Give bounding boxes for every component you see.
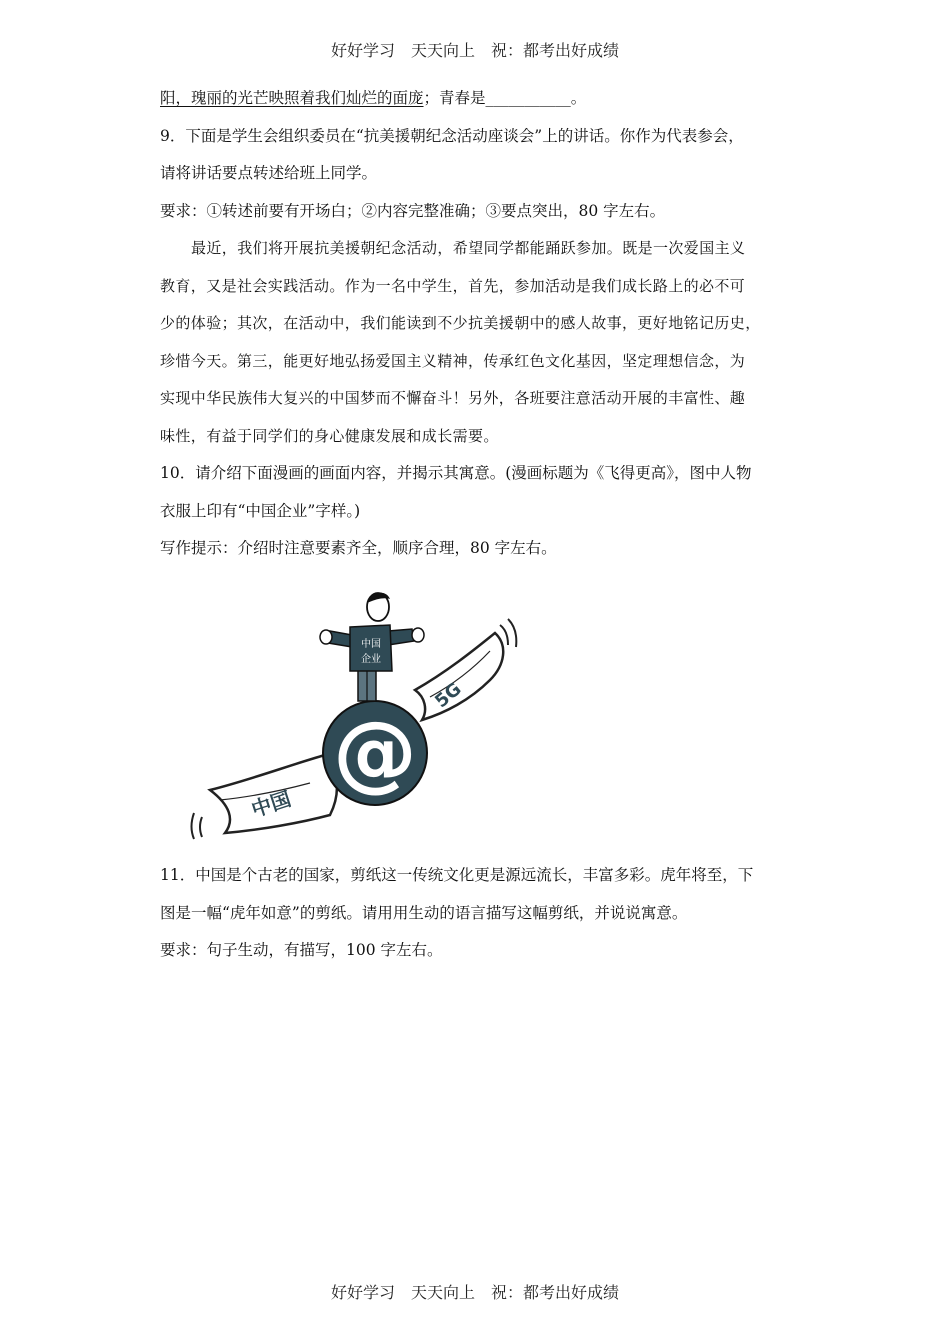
shirt-label-line-1: 中国 [361,639,381,650]
at-symbol: @ [333,703,417,801]
left-wing-label: 中国 [248,786,294,822]
speech-line-2: 教育，又是社会实践活动。作为一名中学生，首先，参加活动是我们成长路上的必不可 [160,276,746,295]
q10-line-2: 衣服上印有“中国企业”字样。) [160,501,361,520]
blank-text: ；青春是___________。 [423,89,587,107]
speech-line-5: 实现中华民族伟大复兴的中国梦而不懈奋斗！另外，各班要注意活动开展的丰富性、趣 [160,389,746,407]
q10-line-1: 10．请介绍下面漫画的画面内容，并揭示其寓意。(漫画标题为《飞得更高》，图中人物 [160,464,752,482]
content [160,80,792,568]
q9-line-2: 请将讲话要点转述给班上同学。 [160,164,378,182]
question-11 [160,857,792,970]
q10-tip: 写作提示：介绍时注意要素齐全，顺序合理，80 字左右。 [160,539,557,557]
q9-requirement: 要求：①转述前要有开场白；②内容完整准确；③要点突出，80 字左右。 [160,201,666,220]
q9-line-1: 9．下面是学生会组织委员在“抗美援朝纪念活动座谈会”上的讲话。你作为代表参会， [160,126,744,145]
shirt-label-line-2: 企业 [361,654,381,665]
right-wing-label: 5G [431,678,466,713]
speech-line-3: 少的体验；其次，在活动中，我们能读到不少抗美援朝中的感人故事，更好地铭记历史， [160,314,761,332]
q11-line-1: 11．中国是个古老的国家，剪纸这一传统文化更是源远流长，丰富多彩。虎年将至，下 [160,866,754,884]
page-footer: 好好学习 天天向上 祝：都考出好成绩 [330,1283,619,1302]
cartoon-fly-higher [190,585,520,847]
speech-line-4: 珍惜今天。第三，能更好地弘扬爱国主义精神，传承红色文化基因，坚定理想信念，为 [160,351,746,370]
underlined-text: 阳，瑰丽的光芒映照着我们灿烂的面庞 [160,89,424,107]
previous-answer-line [160,80,792,118]
page-header: 好好学习 天天向上 祝：都考出好成绩 [330,41,619,60]
speech-line-1: 最近，我们将开展抗美援朝纪念活动，希望同学都能踊跃参加。既是一次爱国主义 [191,239,746,257]
q11-requirement: 要求：句子生动，有描写，100 字左右。 [160,941,443,959]
speech-line-6: 味性，有益于同学们的身心健康发展和成长需要。 [160,426,499,445]
q11-line-2: 图是一幅“虎年如意”的剪纸。请用用生动的语言描写这幅剪纸，并说说寓意。 [160,903,688,922]
